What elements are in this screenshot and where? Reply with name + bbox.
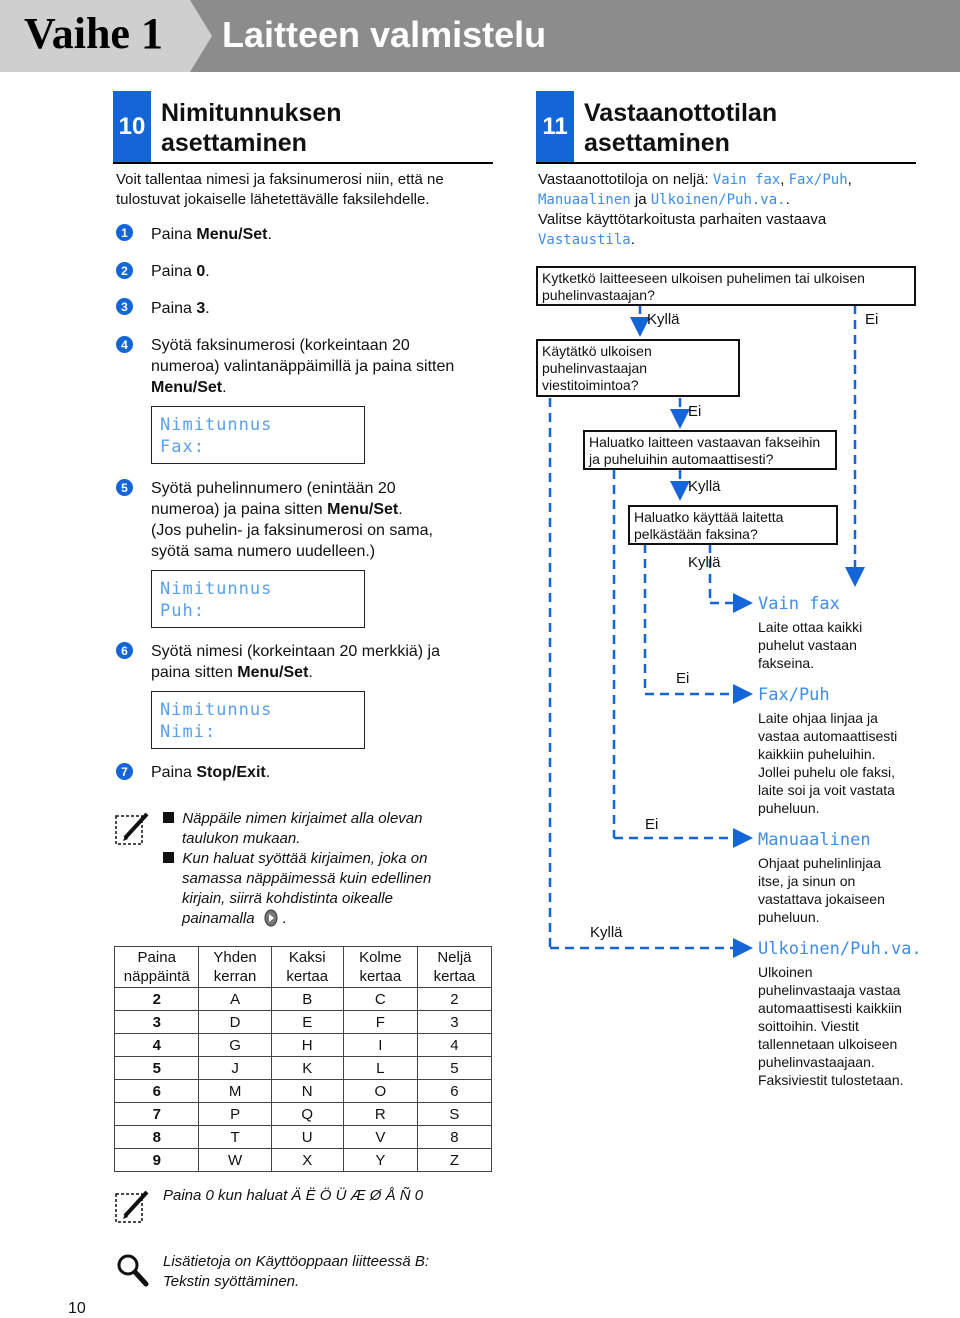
outcome-manuaalinen-desc: Ohjaat puhelinlinjaa itse, ja sinun on vastattava jokaiseen puheluun.: [758, 855, 885, 925]
outcome-vain-fax-title: Vain fax: [758, 594, 840, 614]
lcd-display-nimi: Nimitunnus Nimi:: [151, 691, 365, 749]
table-cell: D: [199, 1011, 271, 1034]
table-cell: 3: [115, 1011, 199, 1034]
magnifier-icon: [115, 1252, 149, 1288]
section-rule-left: [113, 162, 493, 164]
table-row: [115, 1011, 492, 1034]
step-7-bullet: 7: [116, 763, 133, 780]
flow-label-yes: Kyllä: [647, 311, 680, 328]
flow-label-yes: Kyllä: [688, 554, 721, 571]
table-cell: 5: [417, 1057, 491, 1080]
table-cell: U: [271, 1126, 343, 1149]
table-cell: F: [343, 1011, 417, 1034]
table-row: [115, 1103, 492, 1126]
left-intro: Voit tallentaa nimesi ja faksinumerosi niin, että ne tulostuvat jokaiselle lähetettävälle faksilehdelle.: [116, 171, 444, 208]
table-cell: G: [199, 1034, 271, 1057]
table-cell: M: [199, 1080, 271, 1103]
step-1-bullet: 1: [116, 224, 133, 241]
table-cell: P: [199, 1103, 271, 1126]
table-cell: 8: [417, 1126, 491, 1149]
table-cell: 4: [417, 1034, 491, 1057]
section-number-11: 11: [536, 91, 574, 163]
table-header: Paina näppäintä: [115, 947, 199, 988]
table-cell: Y: [343, 1149, 417, 1172]
table-cell: 8: [115, 1126, 199, 1149]
table-cell: I: [343, 1034, 417, 1057]
flow-label-no: Ei: [865, 311, 879, 328]
step-5-bullet: 5: [116, 479, 133, 496]
table-cell: 9: [115, 1149, 199, 1172]
note-pencil-icon: [113, 1186, 151, 1226]
right-intro: Vastaanottotiloja on neljä: Vain fax, Fax/Puh, Manuaalinen ja Ulkoinen/Puh.va.. Valitse käyttötarkoitusta parhaiten vastaava Vastaustila.: [538, 171, 852, 248]
table-row: [115, 988, 492, 1011]
table-cell: 3: [417, 1011, 491, 1034]
lcd-display-puh: Nimitunnus Puh:: [151, 570, 365, 628]
table-header: Yhden kerran: [199, 947, 271, 988]
section-rule-right: [536, 162, 916, 164]
outcome-fax-puh-title: Fax/Puh: [758, 685, 830, 705]
section-title-left: Nimitunnuksen asettaminen: [161, 99, 342, 157]
note-pencil-icon: [113, 808, 151, 848]
table-row: [115, 1034, 492, 1057]
flow-question-1: Kytketkö laitteeseen ulkoisen puhelimen tai ulkoisen puhelinvastaajan?: [536, 266, 916, 306]
outcome-manuaalinen-title: Manuaalinen: [758, 830, 871, 850]
step-4-text: Syötä faksinumerosi (korkeintaan 20 numeroa) valintanäppäimillä ja paina sitten Menu/Set.: [151, 337, 455, 396]
flow-label-yes: Kyllä: [590, 924, 623, 941]
table-header-row: [115, 947, 492, 988]
table-cell: B: [271, 988, 343, 1011]
lcd-display-fax: Nimitunnus Fax:: [151, 406, 365, 464]
flow-label-no: Ei: [676, 670, 690, 687]
step-4-bullet: 4: [116, 336, 133, 353]
table-cell: W: [199, 1149, 271, 1172]
note-reference: Lisätietoja on Käyttöoppaan liitteessä B: Tekstin syöttäminen.: [163, 1253, 430, 1290]
table-cell: O: [343, 1080, 417, 1103]
table-cell: H: [271, 1034, 343, 1057]
page-number: 10: [68, 1300, 86, 1317]
step-5-text: Syötä puhelinnumero (enintään 20 numeroa) ja paina sitten Menu/Set. (Jos puhelin- ja faksinumerosi on sama, syötä sama numero uudelleen.): [151, 480, 433, 560]
table-cell: 4: [115, 1034, 199, 1057]
table-cell: 2: [115, 988, 199, 1011]
flow-question-2: Käytätkö ulkoisen puhelinvastaajan viestitoimintoa?: [536, 339, 740, 397]
note-special-chars: Paina 0 kun haluat Ä Ë Ö Ü Æ Ø Å Ñ 0: [163, 1187, 424, 1204]
character-table: [114, 946, 492, 1172]
outcome-fax-puh-desc: Laite ohjaa linjaa ja vastaa automaattisesti kaikkiin puheluihin. Jollei puhelu ole faksi, laite soi ja voit vastata puheluun.: [758, 710, 898, 816]
table-cell: S: [417, 1103, 491, 1126]
table-row: [115, 1080, 492, 1103]
step-3-text: Paina 3.: [151, 300, 210, 317]
table-cell: C: [343, 988, 417, 1011]
table-cell: V: [343, 1126, 417, 1149]
flow-question-3: Haluatko laitteen vastaavan fakseihin ja puheluihin automaattisesti?: [583, 430, 837, 470]
step-2-bullet: 2: [116, 262, 133, 279]
table-cell: L: [343, 1057, 417, 1080]
flow-label-yes: Kyllä: [688, 478, 721, 495]
step-7-text: Paina Stop/Exit.: [151, 764, 271, 781]
header-arrow: [190, 0, 212, 72]
table-cell: J: [199, 1057, 271, 1080]
table-cell: K: [271, 1057, 343, 1080]
flow-label-no: Ei: [688, 403, 702, 420]
flow-label-no: Ei: [645, 816, 659, 833]
table-cell: E: [271, 1011, 343, 1034]
outcome-ulkoinen-desc: Ulkoinen puhelinvastaaja vastaa automaattisesti kaikkiin soittoihin. Viestit tallennetaan ulkoiseen puhelinvastaajaan. Faksiviestit tulostetaan.: [758, 964, 904, 1088]
table-cell: 5: [115, 1057, 199, 1080]
section-number-10: 10: [113, 91, 151, 163]
header-step: Vaihe 1: [24, 9, 163, 58]
right-arrow-key-icon: [261, 909, 281, 927]
table-cell: Z: [417, 1149, 491, 1172]
header-title: Laitteen valmistelu: [222, 14, 547, 55]
table-cell: 2: [417, 988, 491, 1011]
table-cell: 7: [115, 1103, 199, 1126]
table-cell: X: [271, 1149, 343, 1172]
step-6-text: Syötä nimesi (korkeintaan 20 merkkiä) ja paina sitten Menu/Set.: [151, 643, 441, 681]
table-cell: T: [199, 1126, 271, 1149]
note-bullets: Näppäile nimen kirjaimet alla olevan taulukon mukaan. Kun haluat syöttää kirjaimen, joka on samassa näppäimessä kuin edellinen kirjain, siirrä kohdistinta oikealle painamalla .: [163, 809, 431, 929]
outcome-ulkoinen-title: Ulkoinen/Puh.va.: [758, 939, 922, 959]
step-6-bullet: 6: [116, 642, 133, 659]
table-row: [115, 1057, 492, 1080]
table-row: [115, 1149, 492, 1172]
step-3-bullet: 3: [116, 298, 133, 315]
note-bullet-square: [163, 812, 174, 823]
table-cell: 6: [417, 1080, 491, 1103]
flow-question-4: Haluatko käyttää laitetta pelkästään faksina?: [628, 505, 838, 545]
table-header: Kolme kertaa: [343, 947, 417, 988]
table-cell: R: [343, 1103, 417, 1126]
table-cell: A: [199, 988, 271, 1011]
step-2-text: Paina 0.: [151, 263, 210, 280]
outcome-vain-fax-desc: Laite ottaa kaikki puhelut vastaan fakseina.: [758, 619, 863, 671]
table-header: Neljä kertaa: [417, 947, 491, 988]
table-cell: 6: [115, 1080, 199, 1103]
table-row: [115, 1126, 492, 1149]
section-title-right: Vastaanottotilan asettaminen: [584, 99, 778, 157]
note-bullet-square: [163, 852, 174, 863]
step-1-text: Paina Menu/Set.: [151, 226, 272, 243]
table-cell: Q: [271, 1103, 343, 1126]
table-cell: N: [271, 1080, 343, 1103]
table-header: Kaksi kertaa: [271, 947, 343, 988]
